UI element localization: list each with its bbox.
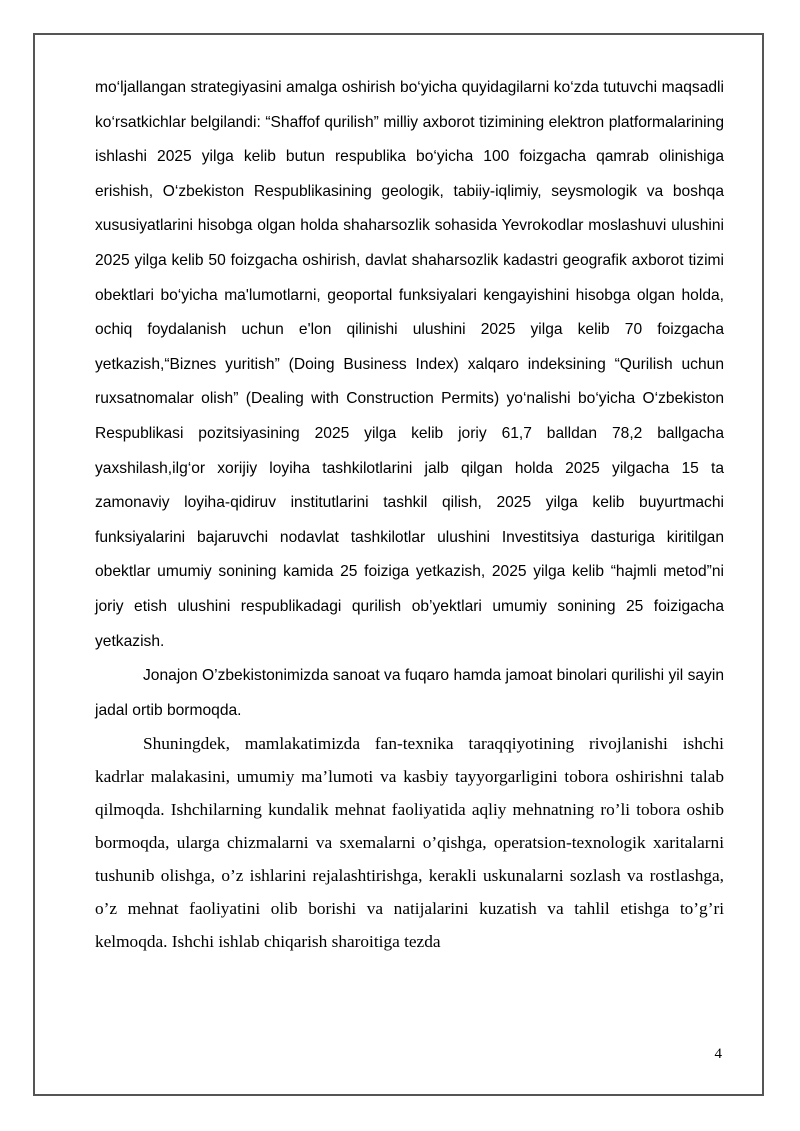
paragraph-worker-qualification: Shuningdek, mamlakatimizda fan-texnika taraqqiyotining rivojlanishi ishchi kadrlar malakasini, umumiy ma’lumoti va kasbiy tayyorgarligini tobora oshirishni talab qilmoqda. Ishchilarning kundalik mehnat faoliyatida aqliy mehnatning ro’li tobora oshib bormoqda, ularga chizmalarni va sxemalarni o’qishga, operatsion-texnologik xaritalarni tushunib olishga, o’z ishlarini rejalashtirishga, kerakli uskunalarni sozlash va rostlashga, o’z mehnat faoliyatini olib borishi va natijalarini kuzatish va tahlil etishga to’g’ri kelmoqda. Ishchi ishlab chiqarish sharoitiga tezda xyxy=(95,734,724,951)
paragraph-construction-growth: Jonajon O’zbekistonimizda sanoat va fuqaro hamda jamoat binolari qurilishi yil sayin jadal ortib bormoqda. xyxy=(95,667,724,719)
document-body xyxy=(95,71,724,959)
paragraph-strategy-targets: mo‘ljallangan strategiyasini amalga oshirish bo‘yicha quyidagilarni ko‘zda tutuvchi maqsadli ko‘rsatkichlar belgilandi: “Shaffof qurilish” milliy axborot tizimining elektron platformalarining ishlashi 2025 yilga kelib butun respublika bo‘yicha 100 foizgacha qamrab olinishiga erishish, O‘zbekiston Respublikasining geologik, tabiiy-iqlimiy, seysmologik va boshqa xususiyatlarini hisobga olgan holda shaharsozlik sohasida Yevrokodlar moslashuvi ulushini 2025 yilga kelib 50 foizgacha oshirish, davlat shaharsozlik kadastri geografik axborot tizimi obektlari bo‘yicha ma'lumotlarni, geoportal funksiyalari kengayishini hisobga olgan holda, ochiq foydalanish uchun e'lon qilinishi ulushini 2025 yilga kelib 70 foizgacha yetkazish,“Biznes yuritish” (Doing Business Index) xalqaro indeksining “Qurilish uchun ruxsatnomalar olish” (Dealing with Construction Permits) yo‘nalishi bo‘yicha O‘zbekiston Respublikasi pozitsiyasining 2025 yilga kelib joriy 61,7 balldan 78,2 ballgacha yaxshilash,ilg‘or xorijiy loyiha tashkilotlarini jalb qilgan holda 2025 yilgacha 15 ta zamonaviy loyiha-qidiruv institutlarini tashkil qilish, 2025 yilga kelib buyurtmachi funksiyalarini bajaruvchi nodavlat tashkilotlar ulushini Investitsiya dasturiga kiritilgan obektlar umumiy sonining kamida 25 foiziga yetkazish, 2025 yilga kelib “hajmli metod”ni joriy etish ulushini respublikadagi qurilish ob’yektlari umumiy sonining 25 foizigacha yetkazish. xyxy=(95,79,724,650)
page-number: 4 xyxy=(714,1046,722,1062)
